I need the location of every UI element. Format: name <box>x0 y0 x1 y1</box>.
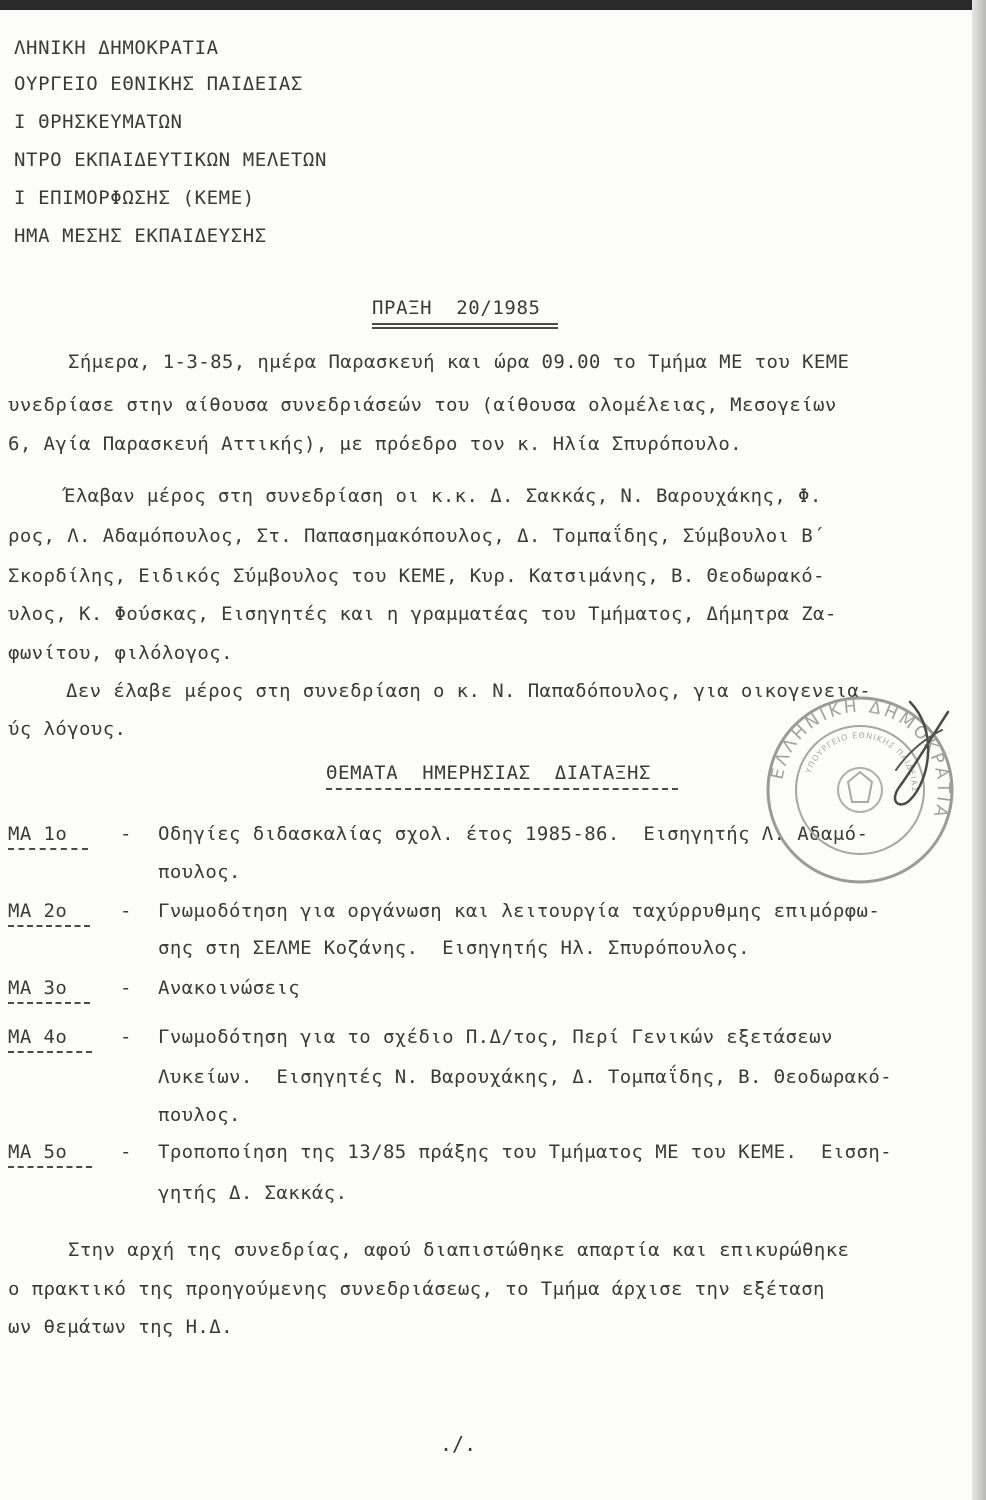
agenda-item-label: ΜΑ 4ο <box>8 1026 68 1048</box>
attendance-line: ρος, Λ. Αδαμόπουλος, Στ. Παπασημακόπουλος, Δ. Τομπαΐδης, Σύμβουλοι Β΄ <box>8 525 825 547</box>
intro-line: Σήμερα, 1-3-85, ημέρα Παρασκευή και ώρα 09.00 το Τμήμα ΜΕ του ΚΕΜΕ <box>68 351 850 373</box>
absence-line: ύς λόγους. <box>8 718 127 740</box>
agenda-item-text: πουλος. <box>158 861 241 883</box>
agenda-item-label: ΜΑ 5ο <box>8 1141 68 1163</box>
attendance-line: Σκορδίλης, Ειδικός Σύμβουλος του ΚΕΜΕ, Κυρ. Κατσιμάνης, Β. Θεοδωρακό- <box>8 565 825 587</box>
agenda-item-text: γητής Δ. Σακκάς. <box>158 1182 348 1204</box>
agenda-item-text: Γνωμοδότηση για το σχέδιο Π.Δ/τος, Περί Γενικών εξετάσεων <box>158 1026 833 1048</box>
agenda-item-dash: - <box>120 1026 132 1048</box>
closing-line: ων θεμάτων της Η.Δ. <box>8 1316 233 1338</box>
letterhead-line: ΟΥΡΓΕΙΟ ΕΘΝΙΚΗΣ ΠΑΙΔΕΙΑΣ <box>14 73 303 95</box>
agenda-label-underline <box>8 925 90 927</box>
act-title: ΠΡΑΞΗ 20/1985 <box>372 297 541 319</box>
svg-text:ΕΛΛΗΝΙΚΗ ΔΗΜΟΚΡΑΤΙΑ: ΕΛΛΗΝΙΚΗ ΔΗΜΟΚΡΑΤΙΑ <box>767 696 954 823</box>
closing-line: Στην αρχή της συνεδρίας, αφού διαπιστώθηκε απαρτία και επικυρώθηκε <box>68 1239 850 1261</box>
page-continuation-mark: ./. <box>440 1432 477 1456</box>
agenda-item-label: ΜΑ 2ο <box>8 900 68 922</box>
agenda-heading-underline <box>326 788 678 790</box>
closing-line: ο πρακτικό της προηγούμενης συνεδριάσεως, το Τμήμα άρχισε την εξέταση <box>8 1278 825 1300</box>
act-title-underline <box>372 323 558 325</box>
agenda-heading: ΘΕΜΑΤΑ ΗΜΕΡΗΣΙΑΣ ΔΙΑΤΑΞΗΣ <box>326 762 652 784</box>
agenda-item-text: πουλος. <box>158 1104 241 1126</box>
agenda-item-dash: - <box>120 900 132 922</box>
agenda-item-text: Γνωμοδότηση για οργάνωση και λειτουργία ταχύρρυθμης επιμόρφω- <box>158 900 881 922</box>
agenda-label-underline <box>8 1002 90 1004</box>
intro-line: υνεδρίασε στην αίθουσα συνεδριάσεών του (αίθουσα ολομέλειας, Μεσογείων <box>8 394 837 416</box>
svg-text:ΥΠΟΥΡΓΕΙΟ ΕΘΝΙΚΗΣ ΠΑΙΔΕΙΑΣ: ΥΠΟΥΡΓΕΙΟ ΕΘΝΙΚΗΣ ΠΑΙΔΕΙΑΣ <box>803 730 920 793</box>
attendance-line: φωνίτου, φιλόλογος. <box>8 642 233 664</box>
letterhead-line: Ι ΕΠΙΜΟΡΦΩΣΗΣ (ΚΕΜΕ) <box>14 187 255 209</box>
scan-top-edge <box>0 0 986 10</box>
official-stamp <box>760 690 960 890</box>
agenda-item-label: ΜΑ 3ο <box>8 977 68 999</box>
agenda-item-text: Ανακοινώσεις <box>158 977 301 999</box>
letterhead-line: ΗΜΑ ΜΕΣΗΣ ΕΚΠΑΙΔΕΥΣΗΣ <box>14 225 267 247</box>
letterhead-line: Ι ΘΡΗΣΚΕΥΜΑΤΩΝ <box>14 111 183 133</box>
agenda-label-underline <box>8 1166 92 1168</box>
absence-line: Δεν έλαβε μέρος στη συνεδρίαση ο κ. Ν. Παπαδόπουλος, για οικογενεια- <box>66 680 872 702</box>
agenda-item-text: Οδηγίες διδασκαλίας σχολ. έτος 1985-86. Εισηγητής Λ. Αδαμό- <box>158 823 869 845</box>
agenda-item-dash: - <box>120 977 132 999</box>
letterhead-line: ΛΗΝΙΚΗ ΔΗΜΟΚΡΑΤΙΑ <box>14 37 219 59</box>
intro-line: 6, Αγία Παρασκευή Αττικής), με πρόεδρο τον κ. Ηλία Σπυρόπουλο. <box>8 433 743 455</box>
letterhead-line: ΝΤΡΟ ΕΚΠΑΙΔΕΥΤΙΚΩΝ ΜΕΛΕΤΩΝ <box>14 149 328 171</box>
scan-right-edge <box>972 0 986 1500</box>
attendance-line: Έλαβαν μέρος στη συνεδρίαση οι κ.κ. Δ. Σακκάς, Ν. Βαρουχάκης, Φ. <box>64 485 822 507</box>
agenda-item-text: Τροποποίηση της 13/85 πράξης του Τμήματος ΜΕ του ΚΕΜΕ. Εισση- <box>158 1141 893 1163</box>
agenda-label-underline <box>8 848 88 850</box>
document-page <box>0 10 972 1500</box>
agenda-item-text: Λυκείων. Εισηγητές Ν. Βαρουχάκης, Δ. Τομπαΐδης, Β. Θεοδωρακό- <box>158 1066 893 1088</box>
attendance-line: υλος, Κ. Φούσκας, Εισηγητές και η γραμματέας του Τμήματος, Δήμητρα Ζα- <box>8 603 837 625</box>
agenda-item-text: σης στη ΣΕΛΜΕ Κοζάνης. Εισηγητής Ηλ. Σπυρόπουλος. <box>158 937 750 959</box>
agenda-item-dash: - <box>120 823 132 845</box>
agenda-item-dash: - <box>120 1141 132 1163</box>
agenda-item-label: ΜΑ 1ο <box>8 823 68 845</box>
agenda-label-underline <box>8 1051 92 1053</box>
act-title-underline <box>372 327 558 329</box>
